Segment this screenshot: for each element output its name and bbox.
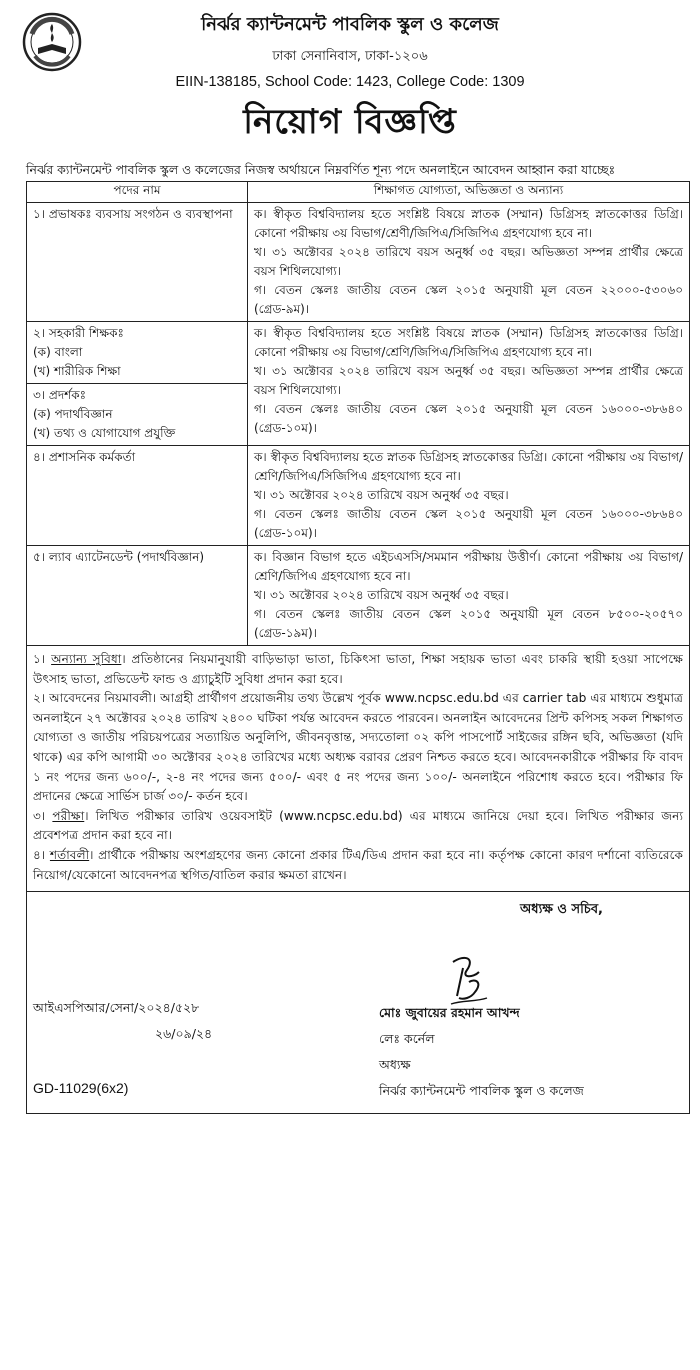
column-header-qualification: শিক্ষাগত যোগ্যতা, অভিজ্ঞতা ও অন্যান্য	[248, 182, 690, 203]
qualification-line: গ। বেতন স্কেলঃ জাতীয় বেতন স্কেল ২০১৫ অনুযায়ী মূল বেতন ১৬০০০-৩৮৬৪০ (গ্রেড-১০ম)।	[254, 507, 683, 540]
signature-area	[26, 892, 690, 1114]
notes-section	[26, 646, 690, 892]
note-conditions: ৪। শর্তাবলী। প্রার্থীকে পরীক্ষায় অংশগ্রহণের জন্য কোনো প্রকার টিএ/ডিএ প্রদান করা হবে না। কর্তৃপক্ষ কোনো কারণ দর্শানো ব্যতিরেকে নিয়োগ/যেকোনো আবেদনপত্র স্থগিত/বাতিল করার ক্ষমতা রাখেন।	[33, 847, 684, 882]
signer-block	[379, 1000, 584, 1104]
qualification-line: খ। ৩১ অক্টোবর ২০২৪ তারিখে বয়স অনুর্ধ্ব ৩৫ বছর।	[254, 488, 509, 502]
post-name-group	[27, 322, 248, 446]
intro-text: নির্ঝর ক্যান্টনমেন্ট পাবলিক স্কুল ও কলেজের নিজস্ব অর্থায়নে নিম্নবর্ণিত শূন্য পদে অনলাইনে আবেদন আহ্বান করা যাচ্ছেঃ	[26, 162, 616, 177]
note-label: পরীক্ষা	[52, 808, 85, 823]
signer-rank: লেঃ কর্নেল	[379, 1031, 435, 1047]
note-label: শর্তাবলী	[49, 847, 90, 862]
reference-number: আইএসপিআর/সেনা/২০২৪/৫২৮	[33, 1000, 200, 1016]
issue-date: ২৬/০৯/২৪	[155, 1026, 213, 1042]
notice-title: নিয়োগ বিজ্ঞপ্তি	[243, 102, 457, 142]
note-label: অন্যান্য সুবিধা	[51, 652, 122, 666]
signer-title: অধ্যক্ষ	[379, 1057, 411, 1073]
institution-name: নির্ঝর ক্যান্টনমেন্ট পাবলিক স্কুল ও কলেজ	[201, 14, 499, 35]
post-name: ১। প্রভাষকঃ ব্যবসায় সংগঠন ও ব্যবস্থাপনা	[27, 203, 248, 322]
signer-name: মোঃ জুবায়ের রহমান আখন্দ	[379, 1005, 520, 1021]
institution-address: ঢাকা সেনানিবাস, ঢাকা-১২০৬	[272, 49, 428, 64]
principal-label: অধ্যক্ষ ও সচিব,	[520, 902, 603, 918]
vacancy-table	[26, 181, 690, 646]
post-name: ৫। ল্যাব এ্যাটেনডেন্ট (পদার্থবিজ্ঞান)	[27, 546, 248, 646]
qualification-line: ক। স্বীকৃত বিশ্ববিদ্যালয় হতে সংশ্লিষ্ট বিষয়ে স্নাতক (সম্মান) ডিগ্রিসহ স্নাতকোত্তর ডিগ্রি। কোনো পরীক্ষায় ৩য় বিভাগ/শ্রেণী/জিপিএ/সিজিপিএ গ্রহণযোগ্য হবে না।	[254, 207, 683, 240]
note-application-rules: ২। আবেদনের নিয়মাবলী। আগ্রহী প্রার্থীগণ প্রয়োজনীয় তথ্য উল্লেখ পূর্বক www.ncpsc.edu.bd এর carrier tab এর মাধ্যমে শুধুমাত্র অনলাইনে ২৭ অক্টোবর ২০২৪ তারিখ ২৪০০ ঘটিকা পর্যন্ত আবেদন করতে পারবেন। অনলাইন আবেদনের প্রিন্ট কপিসহ সকল শিক্ষাগত যোগ্যতা ও জাতীয় পরিচয়পত্রের সত্যায়িত অনুলিপি, জীবনবৃত্তান্ত, সদ্যতোলা ০২ কপি পাসপোর্ট সাইজের রঙ্গিন ছবি, অভিজ্ঞতা (যদি থাকে) এর কপি আগামী ৩০ অক্টোবর ২০২৪ তারিখের মধ্যে অধ্যক্ষ বরাবর প্রেরণ নিশ্চত করতে হবে। আবেদনকারীকে পরীক্ষার ফি বাবদ ১ নং পদের জন্য ৬০০/-, ২-৪ নং পদের জন্য ৫০০/- এবং ৫ নং পদের জন্য ১০০/- অনলাইনে পরিশোধ করতে হবে। পরীক্ষার ফি প্রদানের ক্ষেত্রে সার্ভিস চার্জ ৩০/- কর্তন হবে।	[33, 691, 683, 804]
note-exam: ৩। পরীক্ষা। লিখিত পরীক্ষার তারিখ ওয়েবসাইট (www.ncpsc.edu.bd) এর মাধ্যমে জানিয়ে দেয়া হবে। লিখিত পরীক্ষার জন্য প্রবেশপত্র প্রদান করা হবে না।	[33, 808, 683, 843]
table-row	[27, 546, 690, 646]
qualification-line: ক। স্বীকৃত বিশ্ববিদ্যালয় হতে সংশ্লিষ্ট বিষয়ে স্নাতক (সম্মান) ডিগ্রিসহ স্নাতকোত্তর ডিগ্রি। কোনো পরীক্ষায় ৩য় বিভাগ/শ্রেণি/জিপিএ/সিজিপিএ গ্রহণযোগ্য হবে না।	[254, 326, 683, 359]
qualification-line: ক। বিজ্ঞান বিভাগ হতে এইচএসসি/সমমান পরীক্ষায় উত্তীর্ণ। কোনো পরীক্ষায় ৩য় বিভাগ/শ্রেণি/জিপিএ গ্রহণযোগ্য হবে না।	[254, 550, 683, 583]
qualification-line: গ। বেতন স্কেলঃ জাতীয় বেতন স্কেল ২০১৫ অনুযায়ী মূল বেতন ৮৫০০-২০৫৭০ (গ্রেড-১৯ম)।	[254, 607, 683, 640]
qualification-line: গ। বেতন স্কেলঃ জাতীয় বেতন স্কেল ২০১৫ অনুযায়ী মূল বেতন ১৬০০০-৩৮৬৪০ (গ্রেড-১০ম)।	[254, 402, 683, 435]
table-header-row	[27, 182, 690, 203]
qualification-cell	[248, 546, 690, 646]
school-logo-icon	[22, 12, 82, 72]
table-row	[27, 446, 690, 546]
gd-code: GD-11029(6x2)	[33, 1080, 129, 1097]
column-header-post: পদের নাম	[27, 182, 248, 203]
post-name: ৪। প্রশাসনিক কর্মকর্তা	[27, 446, 248, 546]
qualification-line: খ। ৩১ অক্টোবর ২০২৪ তারিখে বয়স অনুর্ধ্ব ৩৫ বছর।	[254, 588, 509, 602]
qualification-cell	[248, 446, 690, 546]
note-benefits: ১। অন্যান্য সুবিধা। প্রতিষ্ঠানের নিয়মানুযায়ী বাড়িভাড়া ভাতা, চিকিৎসা ভাতা, শিক্ষা সহায়ক ভাতা এবং চাকরি স্থায়ী হওয়া সাপেক্ষে উৎসাহ ভাতা, প্রভিডেন্ট ফান্ড ও গ্র্যাচুইটি সুবিধা প্রদান করা হবে।	[33, 652, 683, 686]
qualification-cell	[248, 203, 690, 322]
institution-codes: EIIN-138185, School Code: 1423, College Code: 1309	[175, 74, 525, 90]
signer-organization: নির্ঝর ক্যান্টনমেন্ট পাবলিক স্কুল ও কলেজ	[379, 1083, 584, 1099]
post-assistant-teacher: ২। সহকারী শিক্ষকঃ (ক) বাংলা (খ) শারীরিক শিক্ষা	[33, 326, 124, 378]
table-row	[27, 203, 690, 322]
post-demonstrator: ৩। প্রদর্শকঃ (ক) পদার্থবিজ্ঞান (খ) তথ্য ও যোগাযোগ প্রযুক্তি	[27, 383, 247, 445]
qualification-line: খ। ৩১ অক্টোবর ২০২৪ তারিখে বয়স অনুর্ধ্ব ৩৫ বছর। অভিজ্ঞতা সম্পন্ন প্রার্থীর ক্ষেত্রে বয়স শিথিলযোগ্য।	[254, 245, 683, 278]
table-row	[27, 322, 690, 446]
qualification-line: খ। ৩১ অক্টোবর ২০২৪ তারিখে বয়স অনুর্ধ্ব ৩৫ বছর। অভিজ্ঞতা সম্পন্ন প্রার্থীর ক্ষেত্রে বয়স শিথিলযোগ্য।	[254, 364, 683, 397]
qualification-line: গ। বেতন স্কেলঃ জাতীয় বেতন স্কেল ২০১৫ অনুযায়ী মূল বেতন ২২০০০-৫৩০৬০ (গ্রেড-৯ম)।	[254, 283, 683, 316]
qualification-line: ক। স্বীকৃত বিশ্ববিদ্যালয় হতে স্নাতক ডিগ্রিসহ স্নাতকোত্তর ডিগ্রি। কোনো পরীক্ষায় ৩য় বিভাগ/শ্রেণি/জিপিএ/সিজিপিএ গ্রহণযোগ্য হবে না।	[254, 450, 683, 483]
signature-icon	[445, 948, 491, 1008]
header	[8, 10, 692, 160]
qualification-cell	[248, 322, 690, 446]
